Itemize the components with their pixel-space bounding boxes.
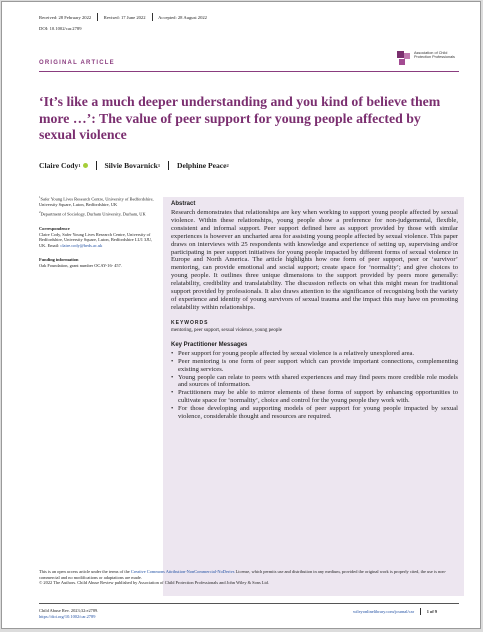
received-date: Received: 28 February 2022 [39,14,92,20]
author-name[interactable]: Delphine Peace [176,161,227,170]
revised-date: Revised: 17 June 2022 [103,14,146,20]
author-name[interactable]: Claire Cody [39,161,79,170]
author-separator [168,161,169,170]
footer-citation [39,608,98,619]
paper-page [1,1,481,629]
author-affiliation-sup: 1 [157,163,161,168]
list-item: • Peer support for young people affected by sexual violence is a relatively unexplored area. [171,350,458,358]
list-item: • Practitioners may be able to mirror elements of these forms of support by enhancing opportunities to cultivate space for ‘normality’, choice and control for the young people they work with. [171,389,458,405]
acpp-logo-icon [397,51,411,65]
author-affiliation-sup: 1 [78,163,81,168]
accepted-date: Accepted: 28 August 2022 [158,14,207,20]
copyright-text: © 2022 The Authors. Child Abuse Review published by Association of Child Protection Professionals and John Wiley & Sons Ltd. [39,580,269,586]
abstract-box [163,197,464,596]
list-item: • Young people can relate to peers with shared experiences and may find peers more credible role models and sources of information. [171,374,458,390]
correspondence-text: Claire Cody, Safer Young Lives Research Centre, University of Bedfordshire, University Square, Luton, Bedfordshire LU1 3JU, UK. Email: claire.cody@beds.ac.uk [39,231,153,248]
key-messages-heading: Key Practitioner Messages [171,341,248,348]
article-type: ORIGINAL ARTICLE [39,60,115,66]
key-messages-list [171,350,458,421]
email-link[interactable]: claire.cody@beds.ac.uk [60,242,103,248]
list-item: • For those developing and supporting models of peer support for young people impacted by sexual violence, considerable thought and resources are required. [171,405,458,421]
author-info-column [39,195,159,271]
article-dates [39,13,207,21]
funding-heading: Funding information [39,257,79,263]
affiliation: $^1$Safer Young Lives Research Centre, University of Bedfordshire, University Square, Luton, Bedfordshire, UK [39,195,154,207]
date-separator [152,13,153,21]
affiliation: $^2$Department of Sociology, Durham University, Durham, UK [39,210,146,217]
keywords-text: mentoring, peer support, sexual violence, young people [171,327,282,333]
journal-citation: Child Abuse Rev. 2023;32:e2789. [39,608,99,613]
author-separator [96,161,97,170]
publisher-logo [397,51,462,65]
abstract-heading: Abstract [171,201,196,207]
author-list [39,161,229,170]
author-name[interactable]: Silvie Bovarnick [104,161,158,170]
footer-separator [420,608,421,615]
license-link[interactable]: Creative Commons Attribution-NonCommercial-NoDerivs [130,569,235,574]
header-divider [39,71,459,72]
abstract-body: Research demonstrates that relationships are key when working to support young people affected by sexual violence. Within these relationships, young people show a preference for non-judgemental, flexible, consistent and informal support. Peer support defined here as support provided by those with similar experiences is however an uncharted area for assisting young people affected by sexual violence. This paper draws on interviews with 25 respondents with knowledge and experience of setting up, supervising and/or participating in peer support initiatives for young people impacted by different forms of sexual violence in Europe and North America. The article highlights how one form of peer support, peer or ‘survivor’ mentoring, can provide emotional and social support; create space for ‘normality’; and give choices to young people. It outlines three unique dimensions to the support provided by peers more generally: relatability, credibility and translatability. The discussion reflects on what this might mean for traditional support provided by professionals. It also draws attention to the significance of recognising both the variety of experience and identity of young survivors of sexual trauma and the impact this may have on promoting relatability within relationships. [171,209,458,311]
date-separator [97,13,98,21]
keywords-heading: KEYWORDS [171,319,209,326]
orcid-icon[interactable] [83,163,88,168]
article-title: ‘It’s like a much deeper understanding and you kind of believe them more …’: The value of peer support for young people affected by sexual violence [39,94,441,142]
list-item: • Peer mentoring is one form of peer support which can provide important connections, complementing existing services. [171,358,458,374]
doi-link[interactable]: https://doi.org/10.1002/car.2789 [39,613,96,619]
footer-right [353,608,437,615]
author-affiliation-sup: 2 [226,163,229,168]
doi: DOI: 10.1002/car.2789 [39,26,82,31]
logo-text: Association of Child Protection Professionals [414,51,455,60]
page-number: 1 of 9 [426,609,437,614]
funding-text: Oak Foundation, grant number OCAY-16- 457. [39,262,122,268]
footer-divider [39,603,459,604]
correspondence-heading: Correspondence [39,226,70,232]
license-notice: This is an open access article under the terms of the Creative Commons Attribution-NonCommercial-NoDerivs License, which permits use and distribution in any medium, provided the original work is properly cited, the use is non-commercial and no modifications or adaptations are made. © 2022 The Authors. Child Abuse Review published by Association of Child Protection Professionals and John Wiley & Sons Ltd. [39,569,447,586]
journal-site-link[interactable]: wileyonlinelibrary.com/journal/car [353,609,415,614]
